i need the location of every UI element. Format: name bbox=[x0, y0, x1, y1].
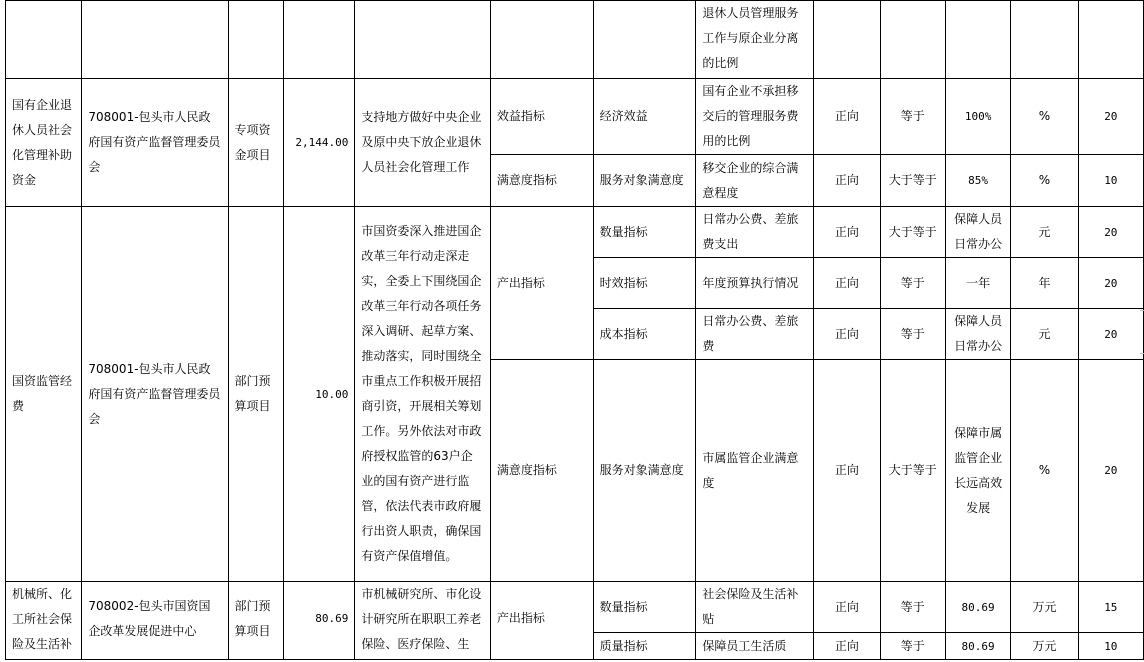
indicator-2: 数量指标 bbox=[593, 207, 696, 258]
score: 20 bbox=[1078, 79, 1143, 155]
indicator-1: 满意度指标 bbox=[490, 155, 593, 207]
direction: 正向 bbox=[814, 309, 880, 360]
direction: 正向 bbox=[814, 79, 880, 155]
indicator-1: 效益指标 bbox=[490, 79, 593, 155]
score: 15 bbox=[1078, 582, 1143, 633]
unit-of-measure: % bbox=[1011, 79, 1078, 155]
operator: 等于 bbox=[880, 633, 945, 660]
operator: 等于 bbox=[880, 582, 945, 633]
unit-name: 708002-包头市国资国企改革发展促进中心 bbox=[82, 582, 228, 660]
goal-text: 支持地方做好中央企业及原中央下放企业退休人员社会化管理工作 bbox=[355, 79, 490, 207]
performance-table bbox=[5, 0, 1144, 660]
target-value: 保障市属监管企业长远高效发展 bbox=[945, 360, 1010, 582]
indicator-1: 产出指标 bbox=[490, 582, 593, 660]
indicator-3: 日常办公费、差旅费支出 bbox=[696, 207, 814, 258]
indicator-3: 市属监管企业满意度 bbox=[696, 360, 814, 582]
indicator-1: 满意度指标 bbox=[490, 360, 593, 582]
indicator-1: 产出指标 bbox=[490, 207, 593, 360]
unit-of-measure: 元 bbox=[1011, 309, 1078, 360]
indicator-3: 社会保险及生活补贴 bbox=[696, 582, 814, 633]
direction: 正向 bbox=[814, 633, 880, 660]
direction: 正向 bbox=[814, 582, 880, 633]
table-row bbox=[6, 582, 1144, 633]
indicator-3: 日常办公费、差旅费 bbox=[696, 309, 814, 360]
score: 20 bbox=[1078, 258, 1143, 309]
target-value: 保障人员日常办公 bbox=[945, 207, 1010, 258]
project-type: 部门预算项目 bbox=[228, 582, 284, 660]
project-type: 专项资金项目 bbox=[228, 79, 284, 207]
score: 10 bbox=[1078, 155, 1143, 207]
indicator-2: 时效指标 bbox=[593, 258, 696, 309]
target-value: 80.69 bbox=[945, 582, 1010, 633]
amount: 80.69 bbox=[284, 582, 355, 660]
goal-text: 市国资委深入推进国企改革三年行动走深走实，全委上下围绕国企改革三年行动各项任务深入调研、起草方案、推动落实，同时围绕全市重点工作积极开展招商引资，开展相关筹划工作。另外依法对市政府授权监管的63户企业的国有资产进行监管，依法代表市政府履行出资人职责，确保国有资产保值增值。 bbox=[355, 207, 490, 582]
edge-tick bbox=[1140, 353, 1144, 354]
indicator-3: 移交企业的综合满意程度 bbox=[696, 155, 814, 207]
operator: 大于等于 bbox=[880, 155, 945, 207]
score: 20 bbox=[1078, 309, 1143, 360]
target-value: 一年 bbox=[945, 258, 1010, 309]
amount: 2,144.00 bbox=[284, 79, 355, 207]
target-value: 85% bbox=[945, 155, 1010, 207]
target-value: 80.69 bbox=[945, 633, 1010, 660]
project-name: 国资监管经费 bbox=[6, 207, 82, 582]
unit-of-measure: 万元 bbox=[1011, 582, 1078, 633]
edge-tick bbox=[1140, 310, 1144, 311]
project-type: 部门预算项目 bbox=[228, 207, 284, 582]
indicator-2: 经济效益 bbox=[593, 79, 696, 155]
unit-of-measure: 元 bbox=[1011, 207, 1078, 258]
indicator-2: 服务对象满意度 bbox=[593, 155, 696, 207]
unit-of-measure: 万元 bbox=[1011, 633, 1078, 660]
direction: 正向 bbox=[814, 360, 880, 582]
direction: 正向 bbox=[814, 207, 880, 258]
target-value: 100% bbox=[945, 79, 1010, 155]
indicator-2: 成本指标 bbox=[593, 309, 696, 360]
operator: 等于 bbox=[880, 79, 945, 155]
table-row bbox=[6, 207, 1144, 258]
direction: 正向 bbox=[814, 258, 880, 309]
project-name: 机械所、化工所社会保险及生活补 bbox=[6, 582, 82, 660]
indicator-2: 质量指标 bbox=[593, 633, 696, 660]
unit-name: 708001-包头市人民政府国有资产监督管理委员会 bbox=[82, 79, 228, 207]
unit-name: 708001-包头市人民政府国有资产监督管理委员会 bbox=[82, 207, 228, 582]
direction: 正向 bbox=[814, 155, 880, 207]
indicator-2: 数量指标 bbox=[593, 582, 696, 633]
indicator-3: 国有企业不承担移交后的管理服务费用的比例 bbox=[696, 79, 814, 155]
unit-of-measure: 年 bbox=[1011, 258, 1078, 309]
goal-text: 市机械研究所、市化设计研究所在职职工养老保险、医疗保险、生 bbox=[355, 582, 490, 660]
indicator-3: 退休人员管理服务工作与原企业分离的比例 bbox=[696, 1, 814, 79]
target-value: 保障人员日常办公 bbox=[945, 309, 1010, 360]
operator: 大于等于 bbox=[880, 360, 945, 582]
indicator-3: 年度预算执行情况 bbox=[696, 258, 814, 309]
operator: 大于等于 bbox=[880, 207, 945, 258]
table-row bbox=[6, 1, 1144, 79]
amount: 10.00 bbox=[284, 207, 355, 582]
score: 10 bbox=[1078, 633, 1143, 660]
table-row bbox=[6, 79, 1144, 155]
indicator-2: 服务对象满意度 bbox=[593, 360, 696, 582]
unit-of-measure: % bbox=[1011, 155, 1078, 207]
operator: 等于 bbox=[880, 258, 945, 309]
unit-of-measure: % bbox=[1011, 360, 1078, 582]
operator: 等于 bbox=[880, 309, 945, 360]
score: 20 bbox=[1078, 360, 1143, 582]
project-name: 国有企业退休人员社会化管理补助资金 bbox=[6, 79, 82, 207]
indicator-3: 保障员工生活质 bbox=[696, 633, 814, 660]
score: 20 bbox=[1078, 207, 1143, 258]
